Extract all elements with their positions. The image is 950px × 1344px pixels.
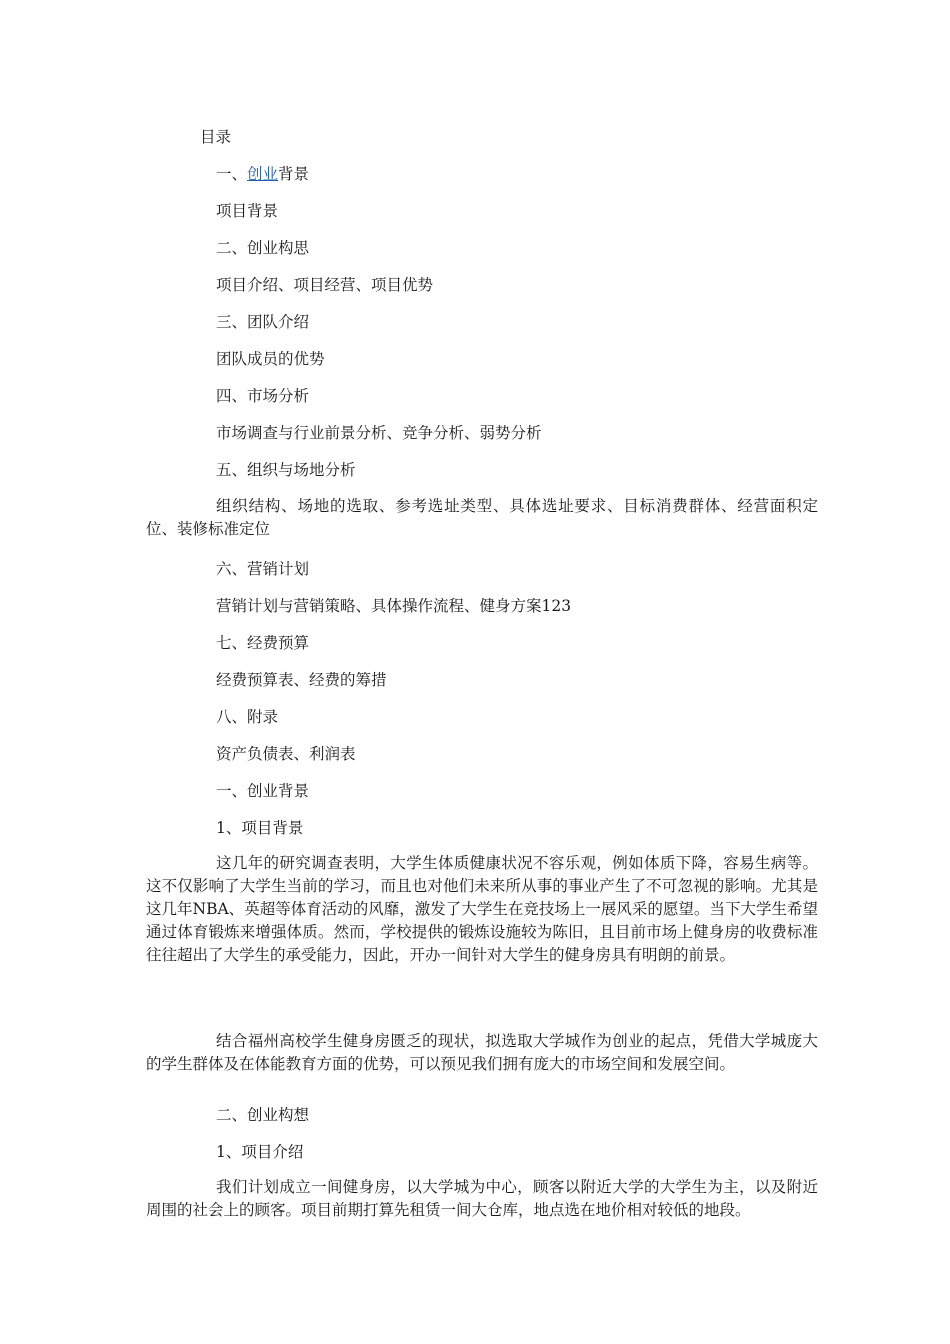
entrepreneurship-link[interactable]: 创业 — [247, 165, 279, 183]
toc-section-5: 五、组织与场地分析 — [216, 461, 356, 479]
toc-section-1-prefix: 一、 — [216, 165, 248, 183]
toc-section-3: 三、团队介绍 — [216, 313, 310, 331]
toc-section-6: 六、营销计划 — [216, 560, 310, 578]
toc-section-8-sub: 资产负债表、利润表 — [216, 745, 356, 763]
toc-section-2: 二、创业构思 — [216, 239, 310, 257]
toc-section-2-sub: 项目介绍、项目经营、项目优势 — [216, 276, 434, 294]
subsection-heading-1-1: 1、项目背景 — [216, 819, 304, 837]
paragraph-background-1: 这几年的研究调查表明，大学生体质健康状况不容乐观，例如体质下降，容易生病等。这不仅影响了大学生当前的学习，而且也对他们未来所从事的事业产生了不可忽视的影响。尤其是这几年NBA、英超等体育活动的风靡，激发了大学生在竞技场上一展风采的愿望。当下大学生希望通过体育锻炼来增强体质。然而，学校提供的锻炼设施较为陈旧，且目前市场上健身房的收费标准往往超出了大学生的承受能力，因此，开办一间针对大学生的健身房具有明朗的前景。 — [146, 854, 818, 964]
toc-section-6-sub: 营销计划与营销策略、具体操作流程、健身方案123 — [216, 597, 572, 615]
toc-section-4: 四、市场分析 — [216, 387, 310, 405]
toc-section-1-suffix: 背景 — [278, 165, 310, 183]
paragraph-project-intro: 我们计划成立一间健身房，以大学城为中心，顾客以附近大学的大学生为主，以及附近周围的社会上的顾客。项目前期打算先租赁一间大仓库，地点选在地价相对较低的地段。 — [146, 1178, 818, 1219]
toc-section-3-sub: 团队成员的优势 — [216, 350, 325, 368]
toc-section-7: 七、经费预算 — [216, 634, 310, 652]
toc-section-4-sub: 市场调查与行业前景分析、竞争分析、弱势分析 — [216, 424, 542, 442]
toc-section-8: 八、附录 — [216, 708, 279, 726]
toc-title: 目录 — [200, 128, 232, 146]
section-heading-1: 一、创业背景 — [216, 782, 310, 800]
toc-section-1-sub: 项目背景 — [216, 202, 279, 220]
paragraph-background-2: 结合福州高校学生健身房匮乏的现状，拟选取大学城作为创业的起点，凭借大学城庞大的学生群体及在体能教育方面的优势，可以预见我们拥有庞大的市场空间和发展空间。 — [146, 1032, 818, 1073]
subsection-heading-2-1: 1、项目介绍 — [216, 1143, 304, 1161]
toc-section-5-sub: 组织结构、场地的选取、参考选址类型、具体选址要求、目标消费群体、经营面积定位、装修标准定位 — [146, 497, 818, 538]
toc-section-1 — [216, 164, 309, 184]
toc-section-7-sub: 经费预算表、经费的筹措 — [216, 671, 387, 689]
section-heading-2: 二、创业构想 — [216, 1106, 310, 1124]
